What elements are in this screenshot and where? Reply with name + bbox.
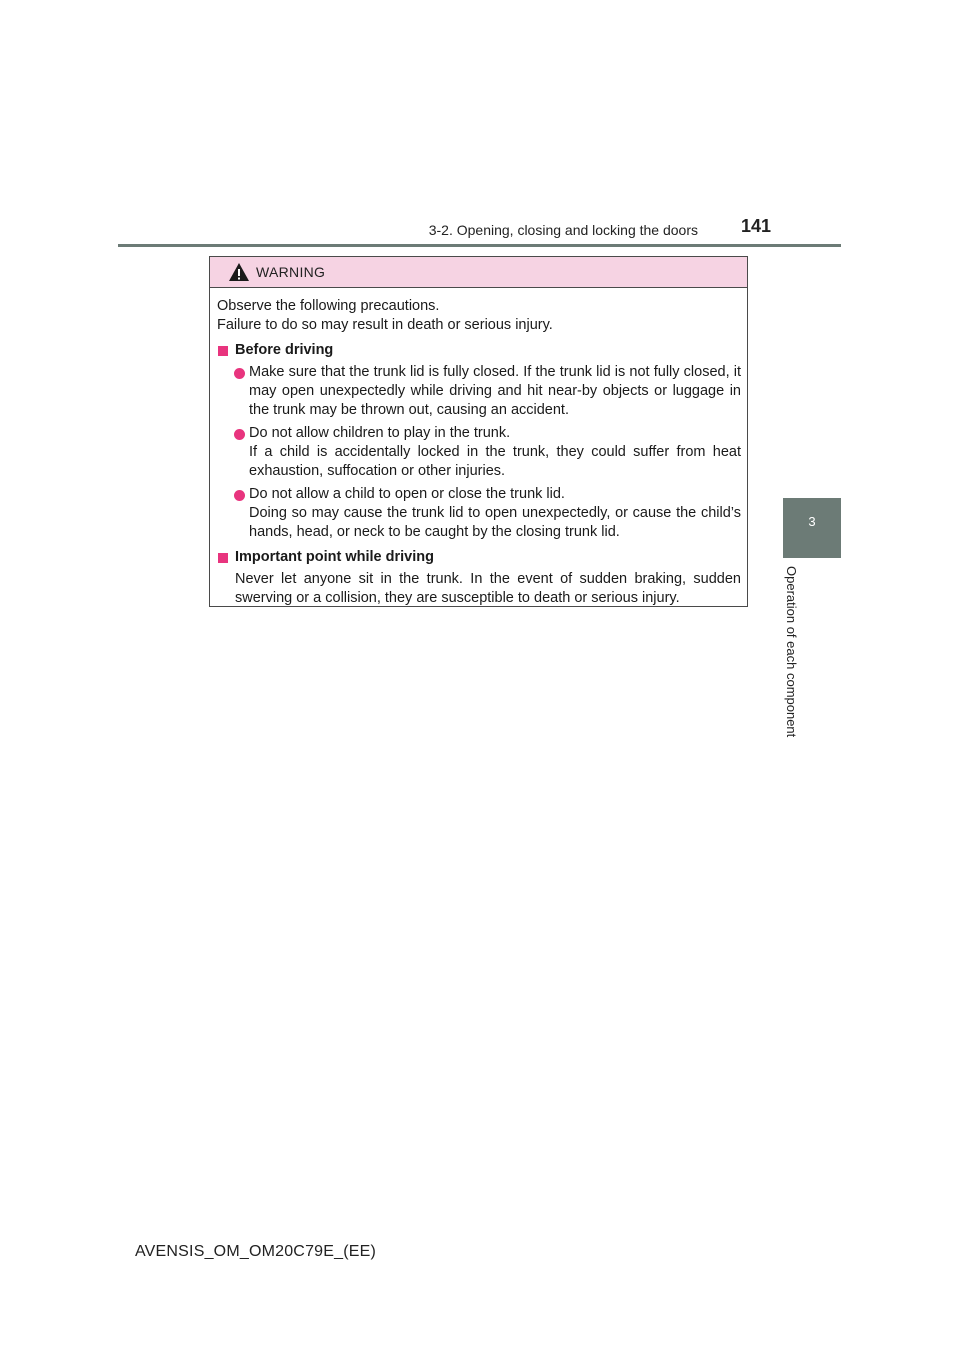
warning-body	[210, 288, 747, 608]
section-title-before-driving	[217, 341, 741, 360]
bullet-text: Doing so may cause the trunk lid to open unexpectedly, or cause the child’s hands, head, or neck to be caught by the closing trunk lid.	[249, 504, 741, 541]
chapter-label: Operation of each component	[784, 566, 799, 738]
bullet-item	[217, 424, 741, 482]
section-title-text: Important point while driving	[235, 548, 434, 565]
bullet-text: Do not allow a child to open or close the trunk lid.	[249, 485, 565, 502]
bullet-text: Make sure that the trunk lid is fully closed. If the trunk lid is not fully closed, it may open unexpectedly while driving and hit near-by objects or luggage in the trunk may be thrown out, causing an accident.	[249, 363, 741, 419]
pink-circle-icon	[234, 490, 245, 501]
intro-line: Observe the following precautions.	[217, 298, 440, 314]
page-number: 141	[741, 216, 772, 236]
section-paragraph	[217, 570, 741, 609]
header-divider	[118, 244, 841, 247]
bullet-item	[217, 485, 741, 543]
warning-box	[209, 256, 748, 607]
pink-square-icon	[218, 553, 228, 563]
pink-circle-icon	[234, 429, 245, 440]
warning-header	[210, 257, 747, 288]
warning-title: WARNING	[256, 264, 326, 280]
pink-circle-icon	[234, 368, 245, 379]
document-code: AVENSIS_OM_OM20C79E_(EE)	[135, 1243, 377, 1260]
chapter-number: 3	[808, 514, 816, 529]
warning-intro	[217, 297, 741, 336]
pink-square-icon	[218, 346, 228, 356]
section-title-important-point	[217, 548, 741, 567]
paragraph-text: Never let anyone sit in the trunk. In the event of sudden braking, sudden swerving or a collision, they are susceptible to death or serious injury.	[235, 570, 741, 607]
bullet-text: Do not allow children to play in the trunk.	[249, 424, 511, 441]
bullet-text: If a child is accidentally locked in the trunk, they could suffer from heat exhaustion, suffocation or other injuries.	[249, 444, 741, 480]
warning-triangle-icon	[228, 262, 250, 282]
section-header: 3-2. Opening, closing and locking the doors	[428, 222, 698, 238]
intro-line: Failure to do so may result in death or serious injury.	[217, 317, 553, 334]
section-title-text: Before driving	[235, 341, 334, 358]
chapter-tab	[783, 498, 841, 558]
bullet-item	[217, 363, 741, 421]
